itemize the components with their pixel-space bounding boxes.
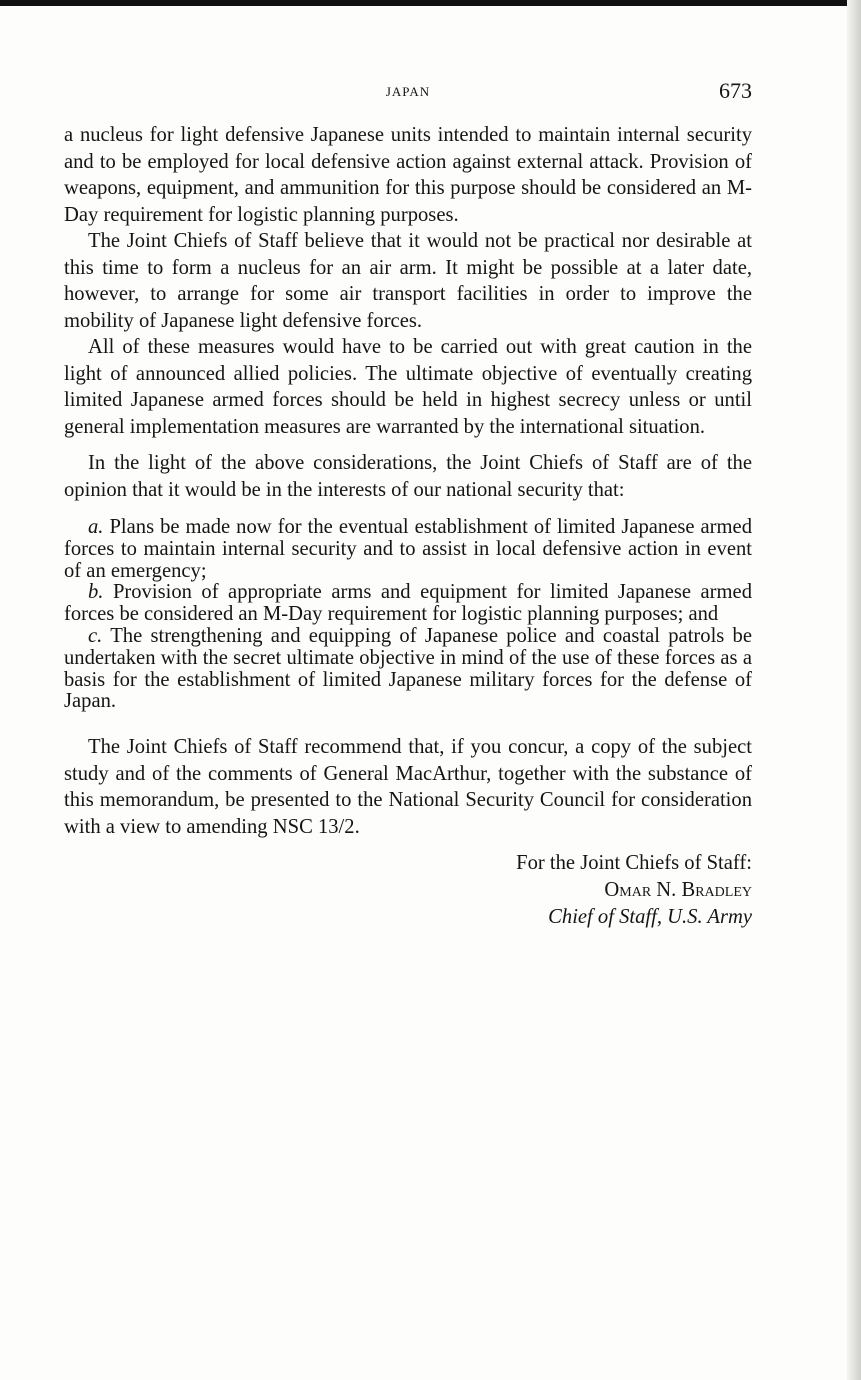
recommendation-item-b [64,582,752,626]
recommendation-label-c: c. [88,624,103,647]
recommendation-label-a: a. [88,516,104,538]
document-body [64,122,752,931]
recommendation-item-a [64,517,752,582]
recommendation-item-c [64,626,752,713]
paragraph-2: The Joint Chiefs of Staff believe that it would not be practical nor desirable at this time to form a nucleus for an air arm. It might be possible at a later date, however, to arrange for some air transport facilities in order to improve the mobility of Japanese light defensive forces. [64,230,752,332]
recommendation-text-a: Plans be made now for the eventual establishment of limited Japanese armed forces to maintain internal security and to assist in local defensive action in event of an emergency; [64,516,752,582]
paragraph-3: All of these measures would have to be carried out with great caution in the light of announced allied policies. The ultimate objective of eventually creating limited Japanese armed forces should be held in highest secrecy unless or until general implementation measures are warranted by the international situation. [64,336,752,438]
recommendation-text-b: Provision of appropriate arms and equipment for limited Japanese armed forces be considered an M-Day requirement for logistic planning purposes; and [64,581,752,626]
signature-block [64,850,752,931]
page-edge-shadow [847,0,861,1380]
page-number: 673 [719,78,752,103]
running-head [64,78,752,106]
recommendation-text-c: The strengthening and equipping of Japanese police and coastal patrols be undertaken with the secret ultimate objective in mind of the use of these forces as a basis for the establishment of limited Japanese military forces for the defense of Japan. [64,624,752,713]
paragraph-4: In the light of the above considerations, the Joint Chiefs of Staff are of the opinion that it would be in the interests of our national security that: [64,452,752,501]
running-title: JAPAN [385,84,431,99]
paragraph-1: a nucleus for light defensive Japanese units intended to maintain internal security and to be employed for local defensive action against external attack. Provision of weapons, equipment, and ammunition for this purpose should be considered an M-Day requirement for logistic planning purposes. [64,124,752,226]
signatory-title: Chief of Staff, U.S. Army [548,906,752,929]
signature-line: For the Joint Chiefs of Staff: [516,852,752,875]
recommendation-label-b: b. [88,581,104,604]
recommendation-list [64,517,752,713]
closing-paragraph: The Joint Chiefs of Staff recommend that, if you concur, a copy of the subject study and of the comments of General MacArthur, together with the substance of this memorandum, be presented to the National Security Council for consideration with a view to amending NSC 13/2. [64,736,752,838]
signatory-name: Omar N. Bradley [604,879,752,902]
page-top-border [0,0,861,6]
